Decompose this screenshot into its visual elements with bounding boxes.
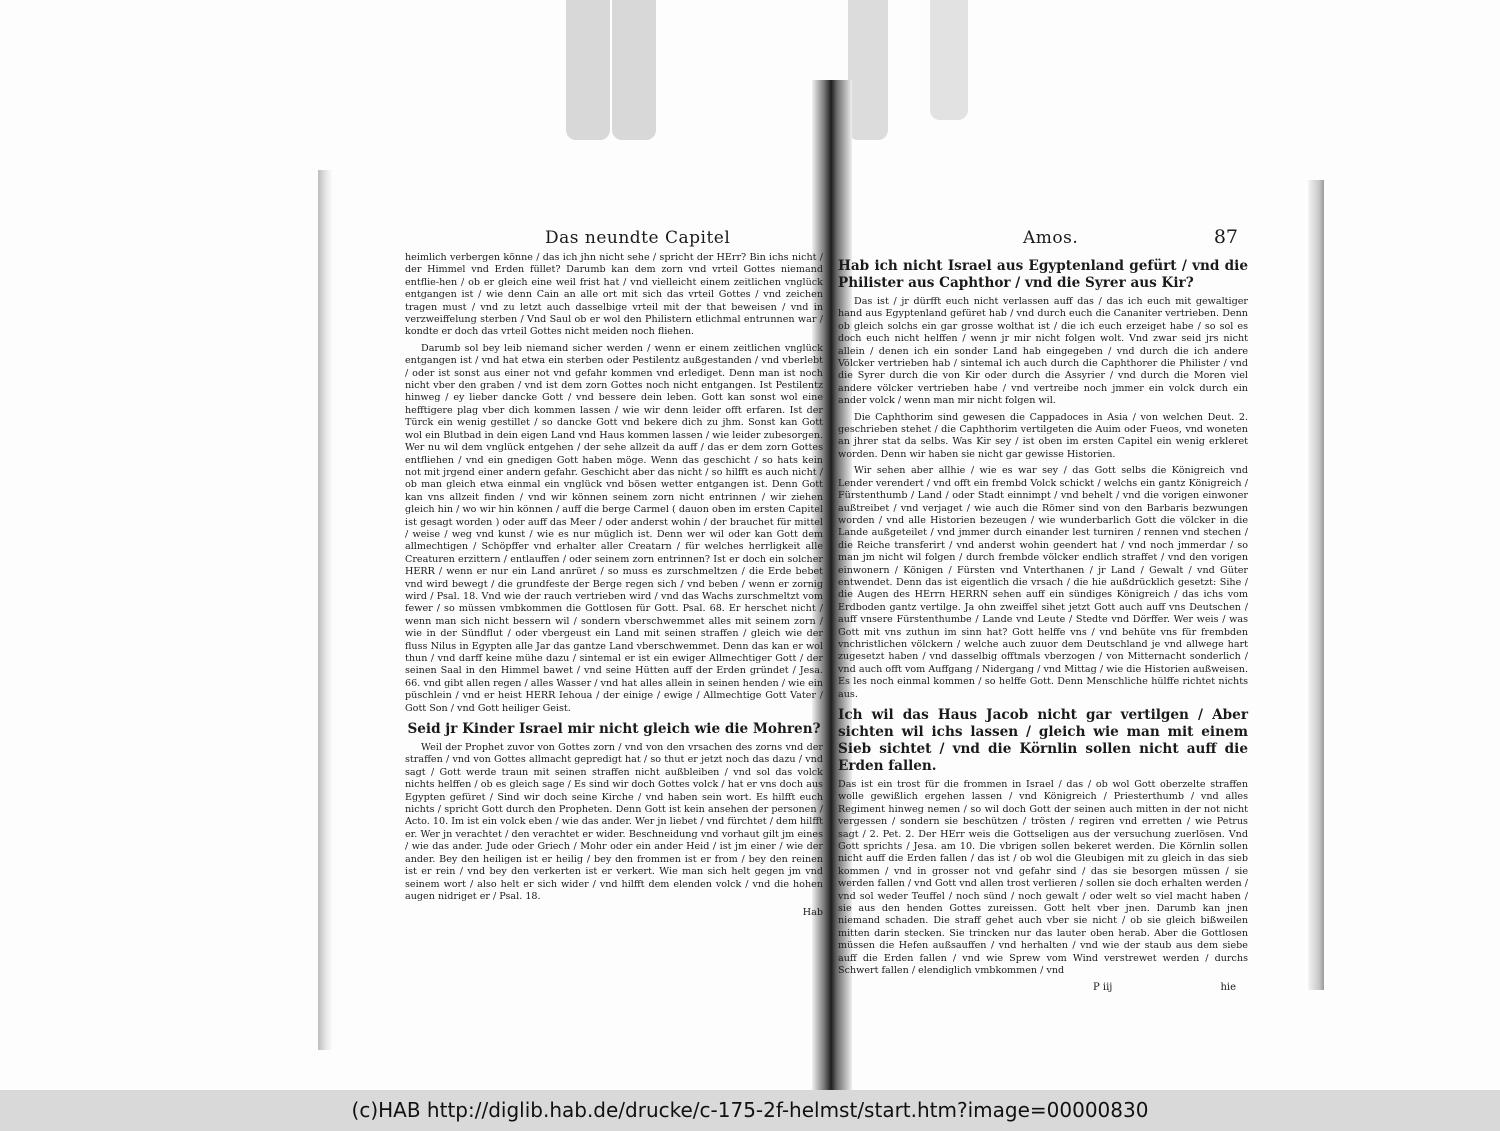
section-heading: Hab ich nicht Israel aus Egyptenland gefürt / vnd die Philister aus Caphthor / vnd die Syrer aus Kir?: [838, 258, 1248, 291]
paragraph: Darumb sol bey leib niemand sicher werden / wenn er einem zeitlichen vnglück entgangen ist / vnd hat etwa ein sterben oder Pestilentz außgestanden / vnd vberlebt / oder ist sonst aus einer not vnd gefahr kommen vnd erlediget. Denn man ist noch nicht vber den graben / vnd ist dem zorn Gottes noch nicht entgangen. Ist Pestilentz hinweg / ey lieber dancke Gott / vnd bessere dein leben. Gott kan sonst wol eine hefftigere plag vber dich kommen lassen / wie wir denn leider offt erfaren. Ist der Türck ein wenig gestillet / so dancke Gott vnd bekere dich zu jhm. Sonst kan Gott wol ein Blutbad in dein eigen Land vnd Haus kommen lassen / wie leider zubesorgen. Wer nu wil dem vnglück entgehen / der sehe allzeit da auff / das er dem zorn Gottes entfliehen / vnd ein gnedigen Gott haben möge. Wenn das geschicht / so hats kein not mit jrgend einer andern gefahr. Geschicht aber das nicht / so hilfft es auch nicht / ob man gleich etwa einmal ein vnglück vnd bösen wetter entgangen ist. Denn Gott kan vns allzeit finden / vnd wir können seinem zorn nicht entrinnen / wir ziehen gleich hin / wo wir hin können / auff die berge Carmel ( dauon oben im ersten Capitel ist gesagt worden ) oder auff das Meer / oder anderst wohin / der brauchet für mittel / weise / weg vnd kunst / wie es nur müglich ist. Denn wer wil oder kan Gott dem allmechtigen / Schöpffer vnd erhalter aller Creatarn / für welches herrligkeit alle Creaturen erzittern / entlauffen / oder seinem zorn entrinnen? Ist er doch ein solcher HERR / wenn er nur ein Land anrüret / so muss es zurschmeltzen / die Erde bebet vnd wird bewegt / die grundfeste der Berge regen sich / vnd beben / wenn er zornig wird / Psal. 18. Vnd wie der rauch vertrieben wird / vnd das Wachs zurschmeltzt vom fewer / so müssen vmbkommen die Gottlosen für Gott. Psal. 68. Er herschet nicht / wenn man sich nicht bessern wil / sondern vberschwemmet alles mit seinem zorn / wie in der Sündflut / oder vbergeust ein Land mit seinen straffen / gleich wie der fluss Nilus in Egypten alle Jar das gantze Land vberschwemmet. Denn das kan er wol thun / vnd darff keine mühe dazu / sintemal er ist ein ewiger Allmechtiger Gott / der seinen Saal in den Himmel bawet / vnd seine Hütten auff der Erden gründet / Jesa. 66. vnd gibt allen regen / alles Wasser / vnd hat alles allein in seinen henden / wie ein püschlein / vnd er heist HERR Iehoua / der einige / ewige / Allmechtige Gott Vater / Gott Son / vnd Gott heiliger Geist.: [405, 342, 823, 714]
paragraph: Das ist ein trost für die frommen in Israel / das / ob wol Gott oberzelte straffen wolle gewißlich ergehen lassen / vnd Königreich / Priesterthumb / vnd alles Regiment hinweg nemen / so wil doch Gott der seinen auch mitten in der not nicht vergessen / sondern sie beschützen / trösten / regiren vnd erretten / wie Petrus sagt / 2. Pet. 2. Der HErr weis die Gottseligen aus der versuchung zuerlösen. Vnd Gott sprichts / Jesa. am 10. Die vbrigen sollen bekeret werden. Die Körnlin sollen nicht auff die Erden fallen / das ist / ob wol die Gleubigen mit zu gleich in das sieb kommen / vnd in grosser not vnd gefahr sind / das sie besorgen müssen / sie werden fallen / vnd Gott vnd allen trost verlieren / sollen sie doch erhalten werden / vnd sol weder Teuffel / noch sünd / noch gewalt / oder welt so viel macht haben / sie aus den henden Gottes zureissen. Gott helt vber jnen. Darumb kan jnen niemand schaden. Die straff gehet auch vber sie nicht / ob sie gleich bißweilen mitten darin stecken. Sie trincken nur das lauter oben herab. Aber die Gottlosen müssen die Hefen außsauffen / vnd herhalten / vnd wie der staub aus dem siebe auff die Erden fallen / vnd wie Sprew vom Wind verstrewet werden / durchs Schwert fallen / elendiglich vmbkommen / vnd: [838, 779, 1248, 977]
running-head: Das neundte Capitel: [545, 228, 731, 248]
book-clamp: [566, 0, 610, 140]
catchword: Hab: [802, 907, 823, 919]
copyright-notice: (c)HAB http://diglib.hab.de/drucke/c-175-2f-helmst/start.htm?image=00000830: [351, 1098, 1149, 1122]
right-page: [838, 226, 1248, 993]
right-page-footer: [838, 982, 1248, 996]
signature-mark: P iij: [1093, 981, 1113, 993]
paragraph: Weil der Prophet zuvor von Gottes zorn / vnd von den vrsachen des zorns vnd der straffen / vnd von Gottes allmacht gepredigt hat / so thut er jetzt noch das dazu / vnd sagt / Gott werde traun mit seinen straffen nicht außbleiben / vnd sol das volck nichts helffen / ob es gleich sage / Es sind wir doch Gottes volck / hat er vns doch aus Egypten gefüret / Sind wir doch seine Kirche / vnd haben sein wort. Es hilfft euch nichts / spricht Gott durch den Propheten. Denn Gott ist kein ansehen der personen / Acto. 10. Im ist ein volck eben / wie das ander. Wer jn liebet / vnd fürchtet / dem hilfft er. Wer jn verachtet / den verachtet er wider. Beschneidung vnd vorhaut gilt jm eines / wie das ander. Jude oder Griech / Mohr oder ein ander Heid / ist jm einer / wie der ander. Bey den heiligen ist er heilig / bey den frommen ist er from / bey den reinen ist er rein / vnd bey den verkerten ist er verkert. Wie man sich helt gegen jm vnd seinem wort / also helt er sich wider / vnd hilfft dem elenden volck / vnd die hohen augen nidriget er / Psal. 18.: [405, 742, 823, 902]
copyright-bar: [0, 1090, 1500, 1131]
running-head: Amos.: [1023, 228, 1079, 248]
section-heading: Seid jr Kinder Israel mir nicht gleich wie die Mohren?: [407, 721, 821, 738]
book-clamp: [930, 0, 968, 120]
paragraph: Das ist / jr dürfft euch nicht verlassen auff das / das ich euch mit gewaltiger hand aus Egyptenland gefüret hab / vnd durch euch die Cananiter vertrieben. Denn ob gleich solchs ein gar grosse wolthat ist / die ich euch erzeiget habe / so sol es doch euch nicht helffen / wenn jr mir nicht folgen wolt. Vnd zwar seid jrs nicht allein / denen ich ein sonder Land hab eingegeben / vnd durch die ich andere Völcker vertrieben hab / sintemal ich auch durch die Caphthorer die Philister / vnd die Syrer durch die von Kir oder durch die Assyrier / vnd durch die Moren viel andere völcker vertrieben habe / vnd vertreibe noch jmmer ein volck durch ein ander volck / wenn man mir nicht folgen wil.: [838, 296, 1248, 407]
right-page-body: [838, 258, 1248, 996]
book-clamp: [612, 0, 656, 140]
left-page-edge: [318, 170, 332, 1050]
left-page-body: [405, 252, 823, 920]
right-page-edge: [1308, 180, 1324, 990]
right-page-header: [838, 226, 1248, 252]
section-heading: Ich wil das Haus Jacob nicht gar vertilgen / Aber sichten wil ichs lassen / gleich wie man mit einem Sieb sichtet / vnd die Körnlin sollen nicht auff die Erden fallen.: [838, 707, 1248, 774]
paragraph: Die Caphthorim sind gewesen die Cappadoces in Asia / von welchen Deut. 2. geschrieben stehet / die Caphthorim vertilgeten die Auim oder Fueos, vnd woneten an jhrer stat da selbs. Was Kir sey / ist oben im ersten Capitel ein wenig erkleret worden. Denn wir haben sie nicht gar gewisse Historien.: [838, 411, 1248, 460]
paragraph: Wir sehen aber allhie / wie es war sey / das Gott selbs die Königreich vnd Lender verendert / vnd offt ein frembd Volck schickt / welchs ein gantz Königreich / Fürstenthumb / Land / oder Stadt einnimpt / vnd behelt / vnd die vorigen einwoner außtreibet / vnd verjaget / wie auch die Römer sind von den Barbaris bezwungen worden / vnd alle Historien bezeugen / wie wunderbarlich Gott die völcker in die Lande außgeteilet / vnd jmmer durch einander lest turniren / rennen vnd stechen / die Reiche transferirt / vnd anderst wohin geendert hat / vnd noch jmmerdar / so man jm nicht wil folgen / durch frembde völcker endlich straffet / vnd den vorigen einwonern / Königen / Fürsten vnd Vnterthanen / jr Land / Gewalt / vnd Güter entwendet. Denn das ist eigentlich die vrsach / die hie außdrücklich gesetzt: Sihe / die Augen des HErrn HERRN sehen auff ein sündiges Königreich / das ichs vom Erdboden gantz vertilge. Ja ohn zweiffel sihet jetzt Gott auch auff vns Deutschen / auff vnsere Fürstenthumbe / Lande vnd Leute / Stedte vnd Dörffer. Wer weis / was Gott mit vns zuthun im sinn hat? Gott helffe vns / vnd behüte vns für frembden vnchristlichen völckern / welche auch zuuor dem Deutschland je vnd allwege hart zugesetzt haben / vnd dasselbig offtmals vberzogen / von Mitternacht sonderlich / vnd auch offt vom Auffgang / Nidergang / vnd Mittag / wie die Historien außweisen. Es les noch einmal kommen / so helffe Gott. Denn Menschliche hülffe richtet nichts aus.: [838, 465, 1248, 700]
page-number: 87: [1213, 226, 1238, 248]
book-clamp: [848, 0, 888, 140]
catchword: hie: [1220, 981, 1236, 993]
left-page-header: [405, 226, 823, 252]
paragraph: heimlich verbergen könne / das ich jhn nicht sehe / spricht der HErr? Bin ichs nicht / der Himmel vnd Erden füllet? Darumb kan dem zorn vnd vrteil Gottes niemand entflie-hen / ob er gleich eine weil frist hat / vnd vielleicht einem zeitlichen vnglück entgangen ist / wie denn Cain an alle ort mit sich das vrteil Gottes / vnd zeichen tragen must / vnd zu letzt auch dasselbige vrteil mit der that beweisen / vnd in verzweiffelung sterben / Vnd Saul ob er wol den Philistern etlichmal entrunnen war / kondte er doch das vrteil Gottes nicht meiden noch fliehen.: [405, 252, 823, 338]
left-page: [405, 226, 823, 946]
